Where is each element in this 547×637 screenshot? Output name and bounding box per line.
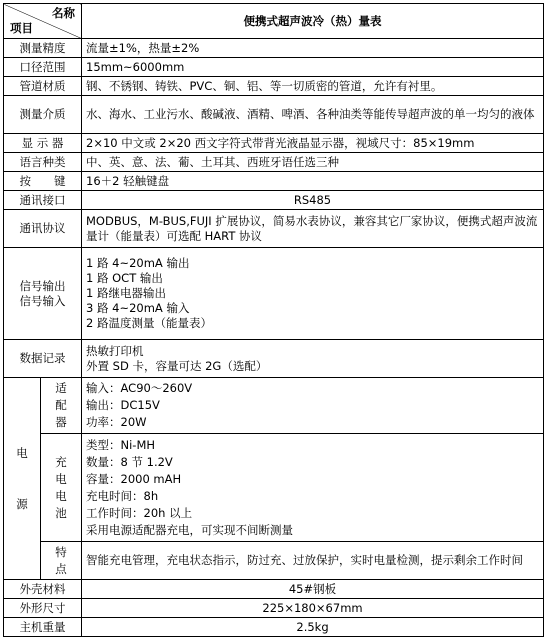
table-title: 便携式超声波冷（热）量表 (82, 4, 544, 39)
data-record-values (82, 340, 544, 378)
battery-label (41, 434, 82, 542)
row-label: 口径范围 (4, 58, 82, 77)
battery-line: 采用电源适配器充电，可实现不间断测量 (86, 522, 293, 537)
features-label-char: 点 (55, 561, 67, 576)
corner-bottom-label: 项目 (10, 21, 33, 35)
spec-table (3, 3, 544, 637)
row-label: 主机重量 (4, 618, 82, 637)
table-row (4, 96, 544, 134)
adapter-label-char: 器 (55, 415, 67, 429)
signal-line: 3 路 4~20mA 输入 (86, 301, 190, 315)
signal-line: 2 路温度测量（能量表） (86, 316, 212, 330)
signal-label (4, 248, 82, 340)
table-row (4, 618, 544, 637)
table-row (4, 172, 544, 191)
data-record-line: 热敏打印机 (86, 343, 144, 358)
table-row (4, 599, 544, 618)
battery-line: 充电时间：8h (86, 488, 159, 503)
row-label: 通讯协议 (4, 210, 82, 248)
row-label: 外壳材料 (4, 580, 82, 599)
table-row (4, 580, 544, 599)
data-record-label: 数据记录 (4, 340, 82, 378)
row-value: 2×10 中文或 2×20 西文字符式带背光液晶显示器，视域尺寸：85×19mm (82, 134, 544, 153)
adapter-line: 功率：20W (86, 415, 147, 429)
row-value: 中、英、意、法、葡、土耳其、西班牙语任选三种 (82, 153, 544, 172)
power-label (4, 378, 41, 580)
signal-line: 1 路继电器输出 (86, 286, 166, 300)
power-label-char: 电 (16, 445, 28, 460)
row-label: 通讯接口 (4, 191, 82, 210)
row-value: 15mm~6000mm (82, 58, 544, 77)
row-value: 2.5kg (82, 618, 544, 637)
adapter-label-char: 配 (55, 398, 67, 412)
battery-values (82, 434, 544, 542)
power-battery-row (4, 434, 544, 542)
signal-label-line: 信号输出 (19, 278, 66, 293)
table-row (4, 134, 544, 153)
signal-line: 1 路 4~20mA 输出 (86, 256, 190, 270)
corner-header-cell (4, 4, 82, 39)
battery-label-char: 电 (55, 471, 67, 486)
battery-line: 工作时间：20h 以上 (86, 505, 193, 520)
row-value: 225×180×67mm (82, 599, 544, 618)
features-label-char: 特 (55, 544, 67, 559)
data-record-line: 外置 SD 卡，容量可达 2G（选配） (86, 358, 268, 373)
row-value: 流量±1%，热量±2% (82, 39, 544, 58)
row-value: 钢、不锈钢、铸铁、PVC、铜、铝、等一切质密的管道，允许有衬里。 (82, 77, 544, 96)
signal-line: 1 路 OCT 输出 (86, 271, 163, 285)
battery-label-char: 池 (55, 505, 67, 520)
adapter-line: 输出：DC15V (86, 398, 160, 412)
table-row (4, 153, 544, 172)
table-row (4, 210, 544, 248)
row-value: RS485 (82, 191, 544, 210)
battery-label-char: 电 (55, 488, 67, 503)
power-features-row (4, 542, 544, 580)
row-label: 外形尺寸 (4, 599, 82, 618)
signal-row (4, 248, 544, 340)
adapter-label (41, 378, 82, 434)
adapter-values (82, 378, 544, 434)
row-value: 16＋2 轻触键盘 (82, 172, 544, 191)
table-row (4, 39, 544, 58)
row-label: 按 键 (4, 172, 82, 191)
features-value: 智能充电管理，充电状态指示，防过充、过放保护，实时电量检测，提示剩余工作时间 (82, 542, 544, 580)
signal-label-line: 信号输入 (19, 293, 66, 308)
signal-values (82, 248, 544, 340)
battery-line: 数量：8 节 1.2V (86, 454, 173, 469)
row-value: 水、海水、工业污水、酸碱液、酒精、啤酒、各种油类等能传导超声波的单一均匀的液体 (82, 96, 544, 134)
table-row (4, 58, 544, 77)
battery-line: 容量：2000 mAH (86, 471, 182, 486)
data-record-row (4, 340, 544, 378)
header-row (4, 4, 544, 39)
row-label: 显 示 器 (4, 134, 82, 153)
row-label: 测量精度 (4, 39, 82, 58)
adapter-line: 输入：AC90～260V (86, 381, 193, 395)
features-label (41, 542, 82, 580)
row-value: 45#钢板 (82, 580, 544, 599)
row-label: 测量介质 (4, 96, 82, 134)
corner-top-label: 名称 (52, 6, 75, 20)
adapter-label-char: 适 (55, 381, 67, 395)
table-row (4, 77, 544, 96)
power-adapter-row (4, 378, 544, 434)
row-value: MODBUS，M-BUS,FUJI 扩展协议，简易水表协议，兼容其它厂家协议，便携式超声波流量计（能量表）可选配 HART 协议 (82, 210, 544, 248)
row-label: 语言种类 (4, 153, 82, 172)
battery-label-char: 充 (55, 454, 67, 469)
power-label-char: 源 (16, 496, 28, 511)
table-row (4, 191, 544, 210)
battery-line: 类型：Ni-MH (86, 437, 156, 452)
row-label: 管道材质 (4, 77, 82, 96)
